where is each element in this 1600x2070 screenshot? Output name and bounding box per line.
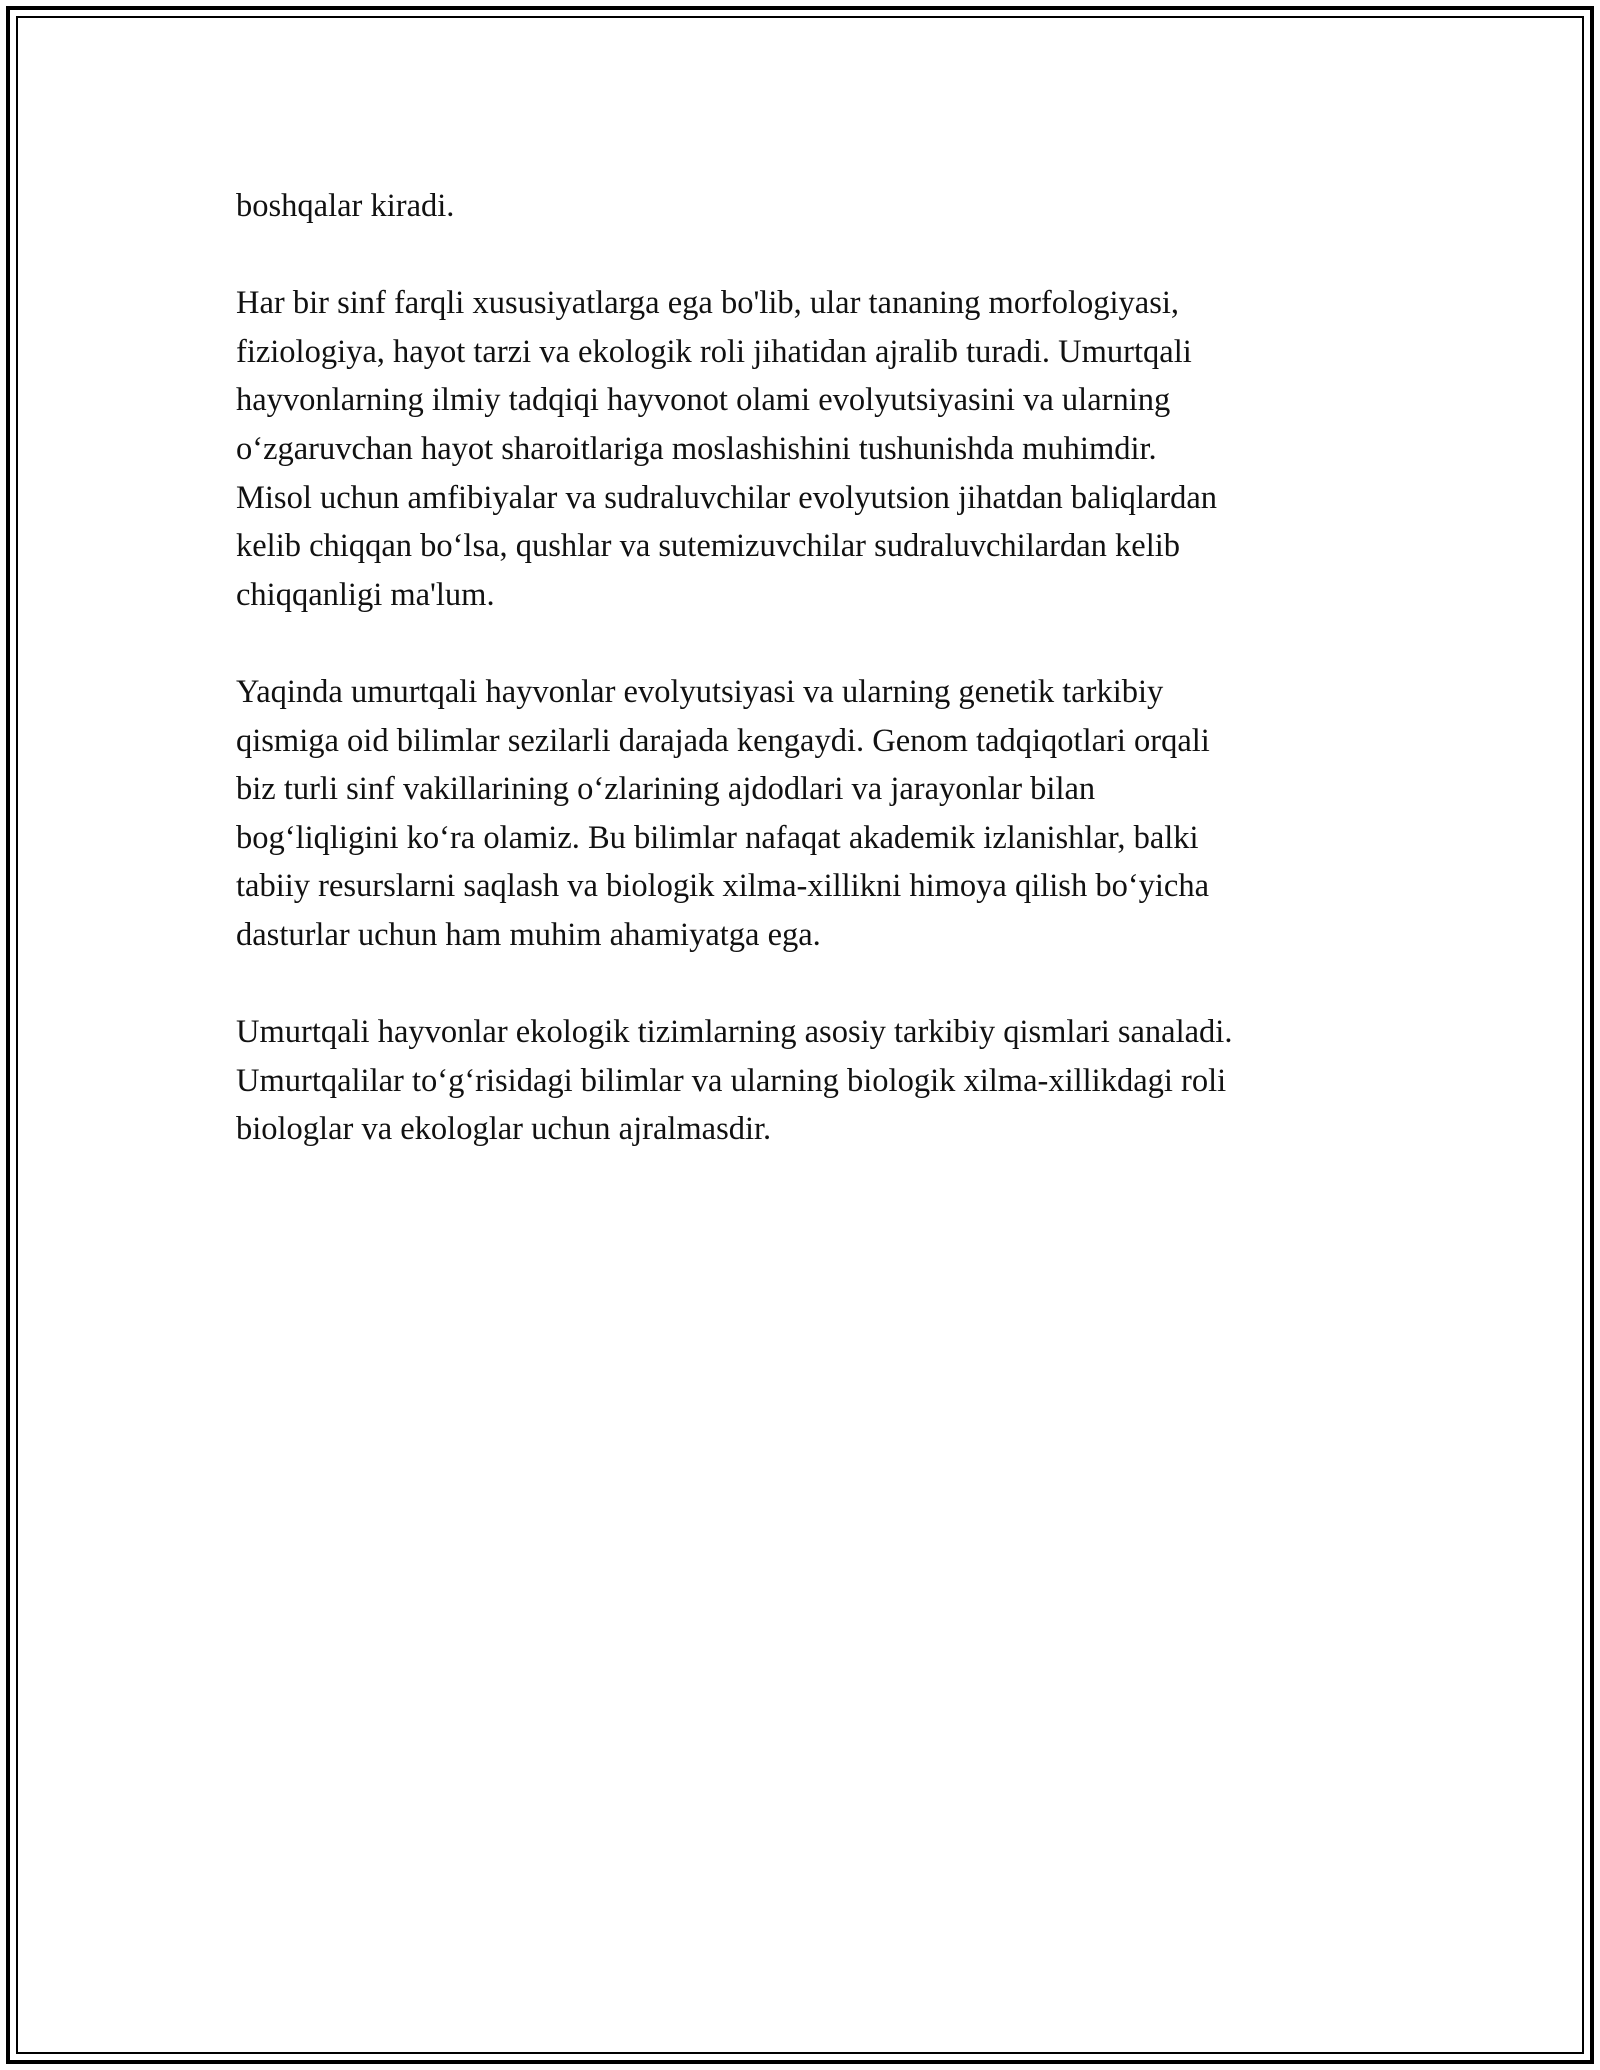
paragraph-line: bog‘liqligini ko‘ra olamiz. Bu bilimlar nafaqat akademik izlanishlar, balki	[236, 819, 1199, 856]
paragraph-line: kelib chiqqan bo‘lsa, qushlar va sutemizuvchilar sudraluvchilardan kelib	[236, 528, 1181, 565]
paragraph-2	[236, 279, 1386, 619]
paragraph-line: biz turli sinf vakillarining o‘zlarining ajdodlari va jarayonlar bilan	[236, 771, 1096, 808]
paragraph-line: Har bir sinf farqli xususiyatlarga ega bo'lib, ular tananing morfologiyasi,	[236, 285, 1180, 322]
paragraph-line: Yaqinda umurtqali hayvonlar evolyutsiyasi va ularning genetik tarkibiy	[236, 673, 1164, 710]
paragraph-line: Misol uchun amfibiyalar va sudraluvchilar evolyutsion jihatdan baliqlardan	[236, 479, 1218, 516]
paragraph-4	[236, 1008, 1386, 1154]
paragraph-line: chiqqanligi ma'lum.	[236, 576, 495, 613]
paragraph-line: biologlar va ekologlar uchun ajralmasdir.	[236, 1111, 772, 1148]
paragraph-line: dasturlar uchun ham muhim ahamiyatga ega.	[236, 916, 821, 953]
paragraph-line: o‘zgaruvchan hayot sharoitlariga moslashishini tushunishda muhimdir.	[236, 430, 1157, 467]
paragraph-line: tabiiy resurslarni saqlash va biologik xilma-xillikni himoya qilish bo‘yicha	[236, 868, 1210, 905]
paragraph-line: fiziologiya, hayot tarzi va ekologik roli jihatidan ajralib turadi. Umurtqali	[236, 333, 1192, 370]
paragraph-line: Umurtqalilar to‘g‘risidagi bilimlar va ularning biologik xilma-xillikdagi roli	[236, 1062, 1227, 1099]
paragraph-1	[236, 182, 1386, 231]
paragraph-line: Umurtqali hayvonlar ekologik tizimlarning asosiy tarkibiy qismlari sanaladi.	[236, 1014, 1233, 1051]
paragraph-3	[236, 668, 1386, 960]
paragraph-line: boshqalar kiradi.	[236, 188, 455, 224]
document-body	[236, 182, 1386, 1202]
paragraph-line: qismiga oid bilimlar sezilarli darajada kengaydi. Genom tadqiqotlari orqali	[236, 722, 1210, 759]
paragraph-line: hayvonlarning ilmiy tadqiqi hayvonot olami evolyutsiyasini va ularning	[236, 382, 1171, 419]
